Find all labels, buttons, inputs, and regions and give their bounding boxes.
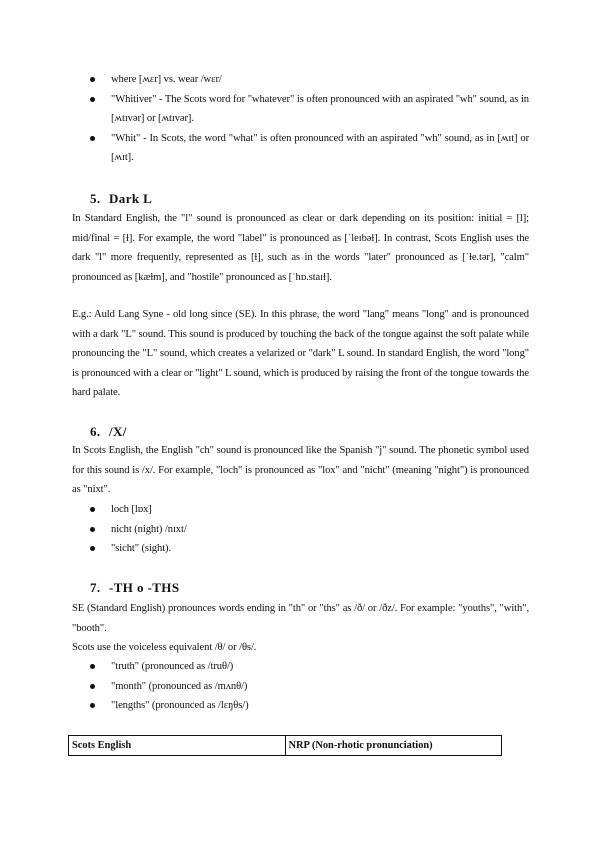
- list-item: loch [lɒx]: [72, 500, 529, 520]
- bullet-icon: [90, 684, 95, 689]
- comparison-table: [68, 735, 502, 756]
- section-7-paragraph-2: Scots use the voiceless equivalent /θ/ or /θs/.: [72, 642, 257, 653]
- bullet-icon: [90, 97, 95, 102]
- section-6-heading: 6. /X/: [90, 424, 127, 439]
- section-5-heading: 5. Dark L: [90, 191, 153, 206]
- section7-bullet-list: [72, 657, 529, 716]
- list-item: where [ʍɛr] vs. wear /wɛr/: [72, 70, 529, 90]
- bullet-icon: [90, 507, 95, 512]
- list-item: nicht (night) /nɪxt/: [72, 520, 529, 540]
- list-item: "Whitiver" - The Scots word for "whatever" is often pronounced with an aspirated "wh" sound, as in [ʍtɪvər] or [ʍtɪvər].: [72, 90, 529, 129]
- bullet-icon: [90, 136, 95, 141]
- bullet-icon: [90, 703, 95, 708]
- bullet-icon: [90, 546, 95, 551]
- section6-bullet-list: [72, 500, 529, 559]
- section-7-heading: 7. -TH o -THS: [90, 580, 180, 595]
- list-item: "month" (pronounced as /mʌnθ/): [72, 677, 529, 697]
- section-5-paragraph-1: In Standard English, the "l" sound is pronounced as clear or dark depending on its position: initial = [l]; mid/final = [ɫ]. For example, the word "label" is pronounced as [ˈleɪbəɫ]. In contrast, Scots English uses the dark "l" more frequently, represented as [ɫ], such as in the words "later" pronounced as [ˈɫe.tər], "calm" pronounced as [kæɫm], and "hostile" pronounced as [ˈhɒ.staɪɫ].: [72, 213, 529, 283]
- list-item: "lengths" (pronounced as /lɛŋθs/): [72, 696, 529, 716]
- section-6-paragraph: In Scots English, the English "ch" sound is pronounced like the Spanish "j" sound. The phonetic symbol used for this sound is /x/. For example, "loch" is pronounced as "lox" and "nicht" (meaning "night") is pronounced as "nixt".: [72, 445, 529, 496]
- bullet-icon: [90, 664, 95, 669]
- bullet-icon: [90, 527, 95, 532]
- list-item: "truth" (pronounced as /truθ/): [72, 657, 529, 677]
- section-7-paragraph-1: SE (Standard English) pronounces words ending in "th" or "ths" as /ð/ or /ðz/. For example: "youths", "with", "booth".: [72, 603, 529, 634]
- section-5-paragraph-2: E.g.: Auld Lang Syne - old long since (SE). In this phrase, the word "lang" means "long" and is pronounced with a dark "L" sound. This sound is produced by touching the back of the tongue against the soft palate while pronouncing the "L" sound, which creates a velarized or "dark" L sound. In standard English, the word "long" is pronounced with a clear or "light" L sound, which is produced by raising the front of the tongue towards the hard palate.: [72, 309, 529, 399]
- table-header-row: [69, 736, 502, 756]
- table-header-cell: Scots English: [69, 736, 286, 756]
- list-item: "sicht" (sight).: [72, 539, 529, 559]
- bullet-icon: [90, 77, 95, 82]
- table-header-cell: NRP (Non-rhotic pronunciation): [285, 736, 502, 756]
- section4-bullet-list: [72, 70, 529, 168]
- list-item: "Whit" - In Scots, the word "what" is often pronounced with an aspirated "wh" sound, as in [ʍɪt] or [ʍɪt].: [72, 129, 529, 168]
